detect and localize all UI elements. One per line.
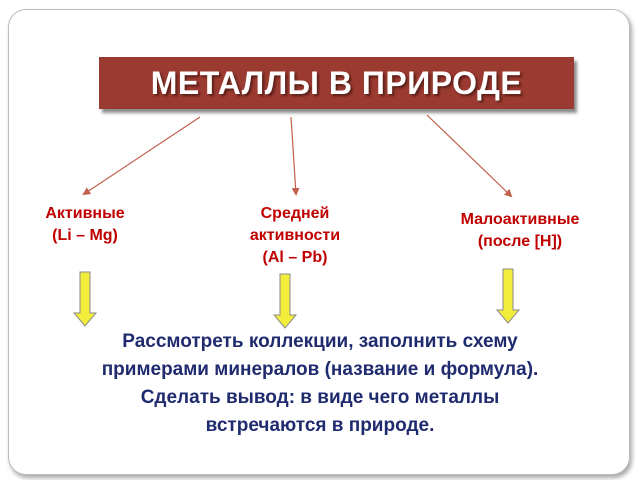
category-medium-name-1: Средней <box>260 205 330 222</box>
connector-arrow-active <box>84 117 200 194</box>
task-line-3: Сделать вывод: в виде чего металлы <box>140 387 500 408</box>
down-arrow-icon <box>272 273 298 329</box>
category-active-name: Активные <box>45 205 125 222</box>
task-text <box>18 328 622 440</box>
slide-title: МЕТАЛЛЫ В ПРИРОДЕ <box>150 64 523 101</box>
category-low <box>435 209 605 253</box>
down-arrow-icon <box>495 268 521 324</box>
down-arrow-icon <box>72 271 98 327</box>
connector-arrow-low <box>427 115 511 196</box>
category-medium-name-2: активности <box>249 227 341 244</box>
category-medium <box>225 203 365 269</box>
connector-arrow-medium <box>291 117 296 194</box>
category-medium-range: (Al – Pb) <box>262 249 328 266</box>
task-line-1: Рассмотреть коллекции, заполнить схему <box>122 331 518 352</box>
category-low-name: Малоактивные <box>460 211 580 228</box>
task-line-2: примерами минералов (название и формула). <box>101 359 539 380</box>
category-low-range: (после [H]) <box>477 233 563 250</box>
category-active-range: (Li – Mg) <box>52 227 118 244</box>
task-line-4: встречаются в природе. <box>205 415 435 436</box>
category-active <box>25 203 145 247</box>
